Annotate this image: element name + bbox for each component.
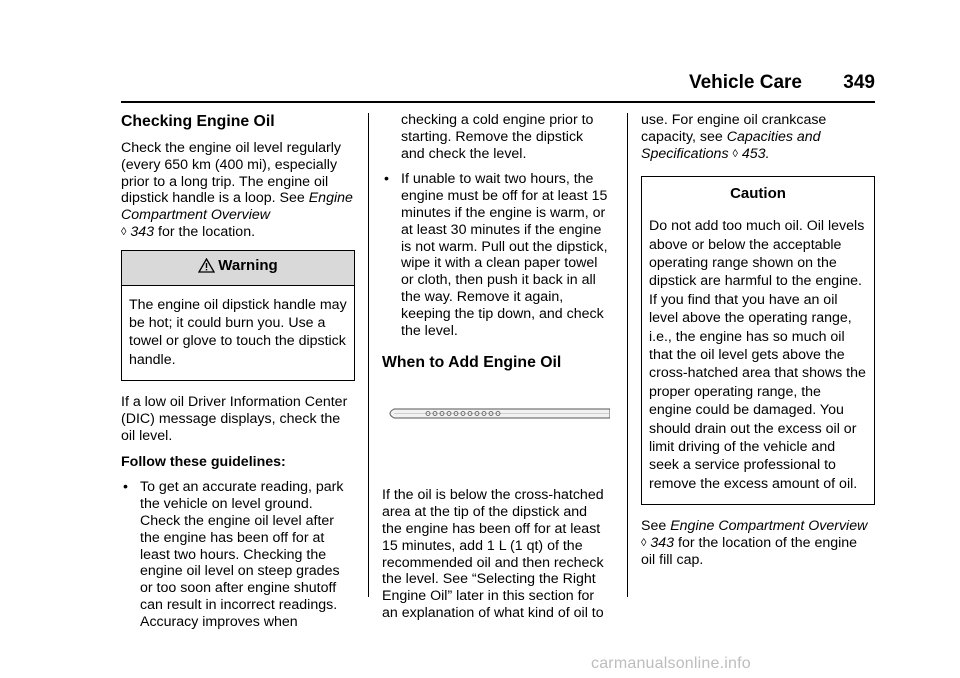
column-1: [121, 112, 355, 640]
fill-cap-paragraph: See Engine Compartment Overview ◊ 343 for the location of the engine oil fill cap.: [641, 518, 868, 568]
list-item: • To get an accurate reading, park the vehicle on level ground. Check the engine oil level after the engine has been off for at least two hours. Checking the engine oil level on steep grades or too soon after engine shutoff can result in incorrect readings. Accuracy improves when: [123, 479, 344, 630]
watermark: carmanualsonline.info: [591, 655, 751, 672]
warning-text: The engine oil dipstick handle may be hot; it could burn you. Use a towel or glove to touch the dipstick handle.: [129, 296, 347, 368]
dic-paragraph: If a low oil Driver Information Center (DIC) message displays, check the oil level.: [121, 394, 348, 444]
section-title: Vehicle Care: [688, 72, 803, 93]
bullet-icon: •: [384, 171, 389, 188]
add-oil-paragraph: If the oil is below the cross-hatched area at the tip of the dipstick and the engine has been off for at least 15 minutes, add 1 L (1 qt) of the recommended oil and then recheck the level. See “Selecting the Right Engine Oil” later in this section for an explanation of what kind of oil to: [382, 487, 604, 621]
intro-paragraph: Check the engine oil level regularly (every 650 km (400 mi), especially prior to a long trip. The engine oil dipstick handle is a loop. See Engine Compartment Overview ◊ 343 for the location.: [121, 140, 353, 240]
cross-reference-link[interactable]: Engine Compartment Overview: [670, 518, 868, 535]
dipstick-graphic: [382, 405, 610, 429]
xref-icon: ◊: [641, 537, 647, 550]
caution-title: Caution: [730, 185, 786, 203]
warning-header: [122, 251, 354, 286]
column-2: [382, 112, 610, 631]
list-item-continued: checking a cold engine prior to starting. Remove the dipstick and check the level.: [401, 112, 594, 162]
caution-box: [641, 176, 875, 505]
xref-icon: ◊: [121, 225, 127, 238]
page-reference[interactable]: 453: [741, 145, 766, 162]
guidelines-label: Follow these guidelines:: [121, 453, 286, 470]
cross-reference-link[interactable]: Engine Compartment Overview: [121, 190, 353, 224]
dipstick-illustration: [382, 381, 610, 473]
caution-text: Do not add too much oil. Oil levels above or below the acceptable operating range shown on the dipstick are harmful to the engine. If you find that you have an oil level above the operating range, i.e., the engine has so much oil that the oil level gets above the cross-hatched area that shows the proper operating range, the engine could be damaged. You should drain out the excess oil or limit driving of the vehicle and seek a service professional to remove the excess amount of oil.: [649, 218, 866, 492]
bullet-icon: •: [123, 479, 128, 496]
header-rule: [121, 101, 875, 103]
column-divider: [627, 113, 628, 597]
column-3: [641, 112, 875, 578]
section-heading: When to Add Engine Oil: [382, 354, 562, 372]
column-divider: [368, 113, 369, 597]
xref-icon: ◊: [732, 147, 738, 160]
cross-reference-link[interactable]: Capacities and Specifications: [641, 128, 821, 162]
section-heading: Checking Engine Oil: [121, 113, 275, 130]
capacity-paragraph: use. For engine oil crankcase capacity, see Capacities and Specifications ◊ 453.: [641, 112, 827, 162]
warning-title: Warning: [218, 256, 278, 274]
list-item: • If unable to wait two hours, the engine must be off for at least 15 minutes if the engine is warm, or at least 30 minutes if the engine is not warm. Pull out the dipstick, wipe it with a clean paper towel or cloth, then push it back in all the way. Remove it again, keeping the tip down, and check the level.: [384, 171, 608, 339]
page-reference[interactable]: 343: [650, 535, 675, 552]
page-header: [689, 72, 875, 94]
warning-box: [121, 250, 355, 381]
page-number: 349: [843, 72, 875, 93]
warning-triangle-icon: [198, 258, 215, 278]
page-reference[interactable]: 343: [130, 223, 155, 240]
